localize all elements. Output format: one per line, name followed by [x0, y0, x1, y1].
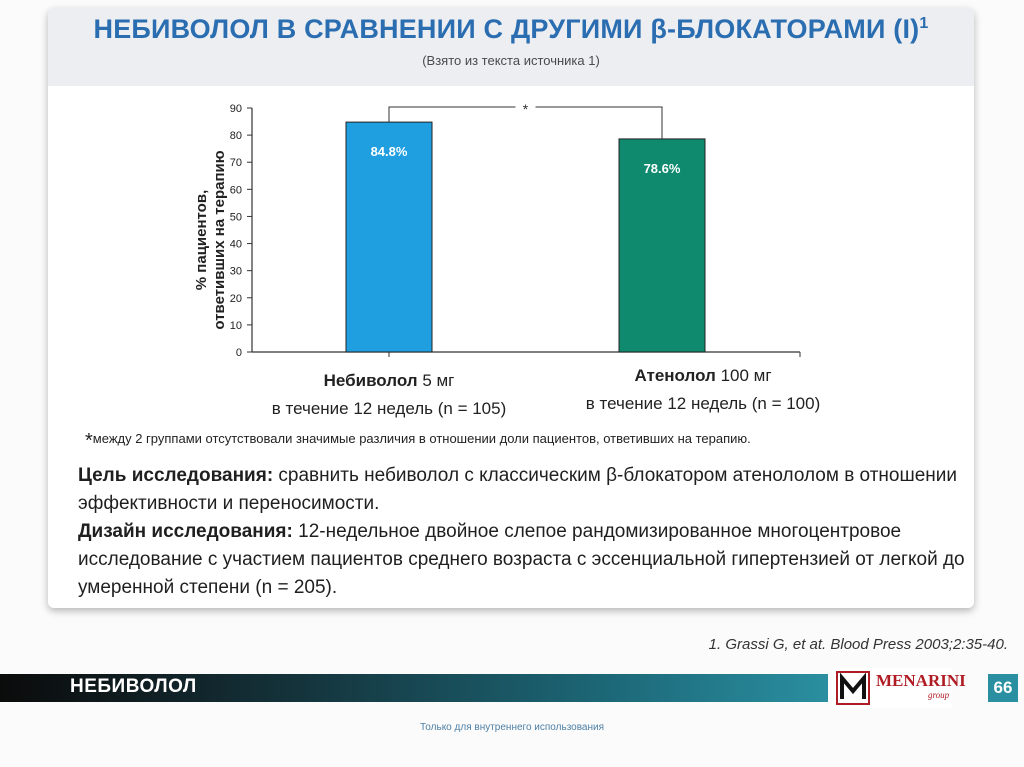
y-tick-label: 10 — [229, 319, 242, 332]
y-tick-label: 90 — [229, 103, 242, 115]
category-labels — [272, 366, 821, 418]
footnote: *между 2 группами отсутствовали значимые различия в отношении доли пациентов, ответивших на терапию. — [85, 430, 751, 452]
bar-value-label: 84.8% — [370, 144, 408, 160]
internal-use-note: Только для внутреннего использования — [419, 722, 605, 733]
page-number: 66 — [988, 674, 1018, 702]
title-superscript: 1 — [919, 15, 929, 32]
y-tick-label: 80 — [229, 130, 242, 143]
reference: 1. Grassi G, et at. Blood Press 2003;2:35-40. — [708, 636, 1008, 653]
category-duration-label: в течение 12 недель (n = 105) — [271, 399, 507, 418]
y-tick-label: 60 — [229, 184, 242, 197]
y-tick-label: 30 — [229, 265, 242, 278]
category-label: Атенолол 100 мг — [634, 366, 772, 385]
bar-value-label: 78.6% — [643, 160, 681, 176]
study-design-text: 12-недельное двойное слепое рандомизированное многоцентровое исследование с участием пациентов среднего возраста с эссенциальной гипертензией от легкой до умеренной степени (n = 205). — [78, 521, 965, 598]
brand-name: НЕБИВОЛОЛ — [70, 676, 197, 697]
study-aim-text: сравнить небиволол с классическим β-блокатором атенололом в отношении эффективности и переносимости. — [78, 465, 958, 514]
study-aim-label: Цель исследования: — [78, 465, 274, 486]
slide-title: НЕБИВОЛОЛ В СРАВНЕНИИ С ДРУГИМИ β-БЛОКАТОРАМИ $(I)^1$ — [93, 14, 929, 44]
y-axis-label-line1: % пациентов, — [193, 189, 210, 291]
y-axis — [230, 103, 800, 359]
category-duration-label: в течение 12 недель (n = 100) — [585, 394, 821, 413]
logo-group-text: group — [928, 690, 950, 700]
slide-subtitle: (Взято из текста источника 1) — [422, 53, 600, 68]
y-axis-label-line2: ответивших на терапию — [211, 150, 228, 330]
study-design-label: Дизайн исследования: — [78, 521, 293, 542]
study-aim — [78, 462, 958, 518]
y-tick-label: 70 — [229, 157, 242, 170]
y-tick-label: 0 — [235, 347, 242, 359]
y-tick-label: 40 — [229, 238, 242, 251]
y-tick-label: 20 — [229, 292, 242, 305]
bars — [346, 122, 705, 352]
logo-text: MENARINI — [876, 671, 966, 690]
significance-star: * — [522, 101, 529, 117]
footnote-star: * — [85, 430, 93, 452]
y-tick-label: 50 — [229, 211, 242, 224]
study-design — [78, 518, 968, 602]
menarini-logo-icon — [836, 671, 870, 705]
category-label: Небиволол 5 мг — [323, 371, 455, 390]
